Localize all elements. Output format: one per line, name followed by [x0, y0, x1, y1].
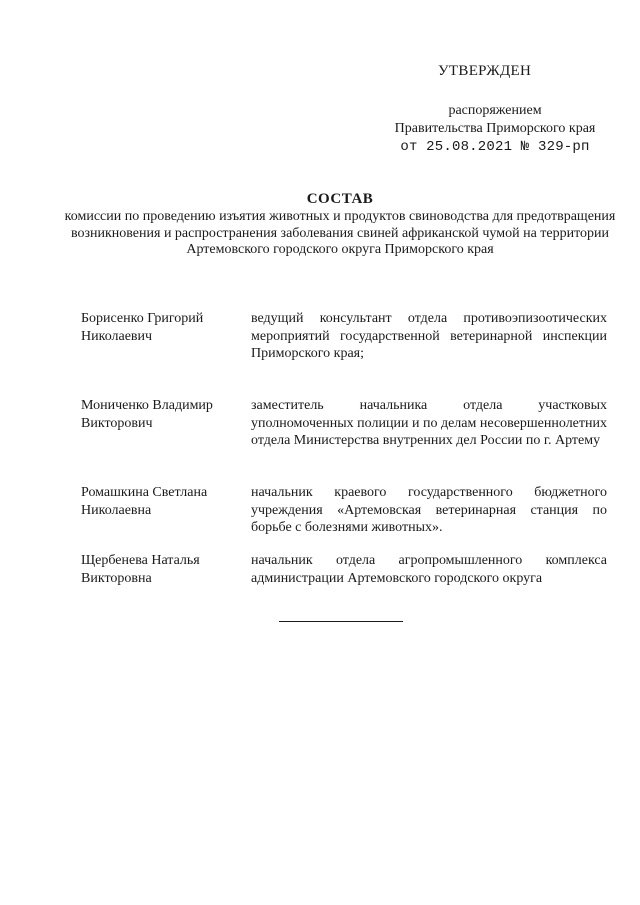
member-name [81, 484, 241, 519]
order-number: от 25.08.2021 № 329-рп [400, 139, 590, 155]
member-name [81, 310, 241, 345]
order-reference [360, 102, 630, 156]
end-of-list-rule [279, 621, 403, 622]
order-line-1: распоряжением [448, 103, 542, 118]
document-title-block [60, 189, 620, 259]
member-patronymic: Николаевич [81, 328, 153, 344]
member-role: начальник краевого государственного бюджетного учреждения «Артемовская ветеринарная станция по борьбе с болезнями животных». [251, 485, 607, 535]
member-surname-name: Ромашкина Светлана [81, 485, 208, 500]
member-patronymic: Николаевна [81, 502, 152, 518]
member-name [81, 552, 241, 587]
member-patronymic: Викторович [81, 415, 153, 431]
member-role: начальник отдела агропромышленного комплекса администрации Артемовского городского округа [251, 553, 607, 586]
member-name [81, 397, 241, 432]
member-role: заместитель начальника отдела участковых уполномоченных полиции и по делам несовершеннолетних отдела Министерства внутренних дел России по г. Артему [251, 398, 607, 448]
member-role: ведущий консультант отдела противоэпизоотических мероприятий государственной ветеринарной инспекции Приморского края; [251, 311, 607, 361]
member-surname-name: Мониченко Владимир [81, 398, 213, 413]
member-surname-name: Борисенко Григорий [81, 311, 204, 326]
member-surname-name: Щербенева Наталья [81, 553, 200, 568]
member-patronymic: Викторовна [81, 570, 152, 586]
approval-stamp-heading: УТВЕРЖДЕН [438, 63, 532, 79]
order-line-2: Правительства Приморского края [394, 121, 596, 136]
document-subtitle: комиссии по проведению изъятия животных и продуктов свиноводства для предотвращения возникновения и распространения заболевания свиней африканской чумой на территории Артемовского городского округа Приморского края [64, 209, 616, 257]
document-title: СОСТАВ [306, 191, 374, 207]
